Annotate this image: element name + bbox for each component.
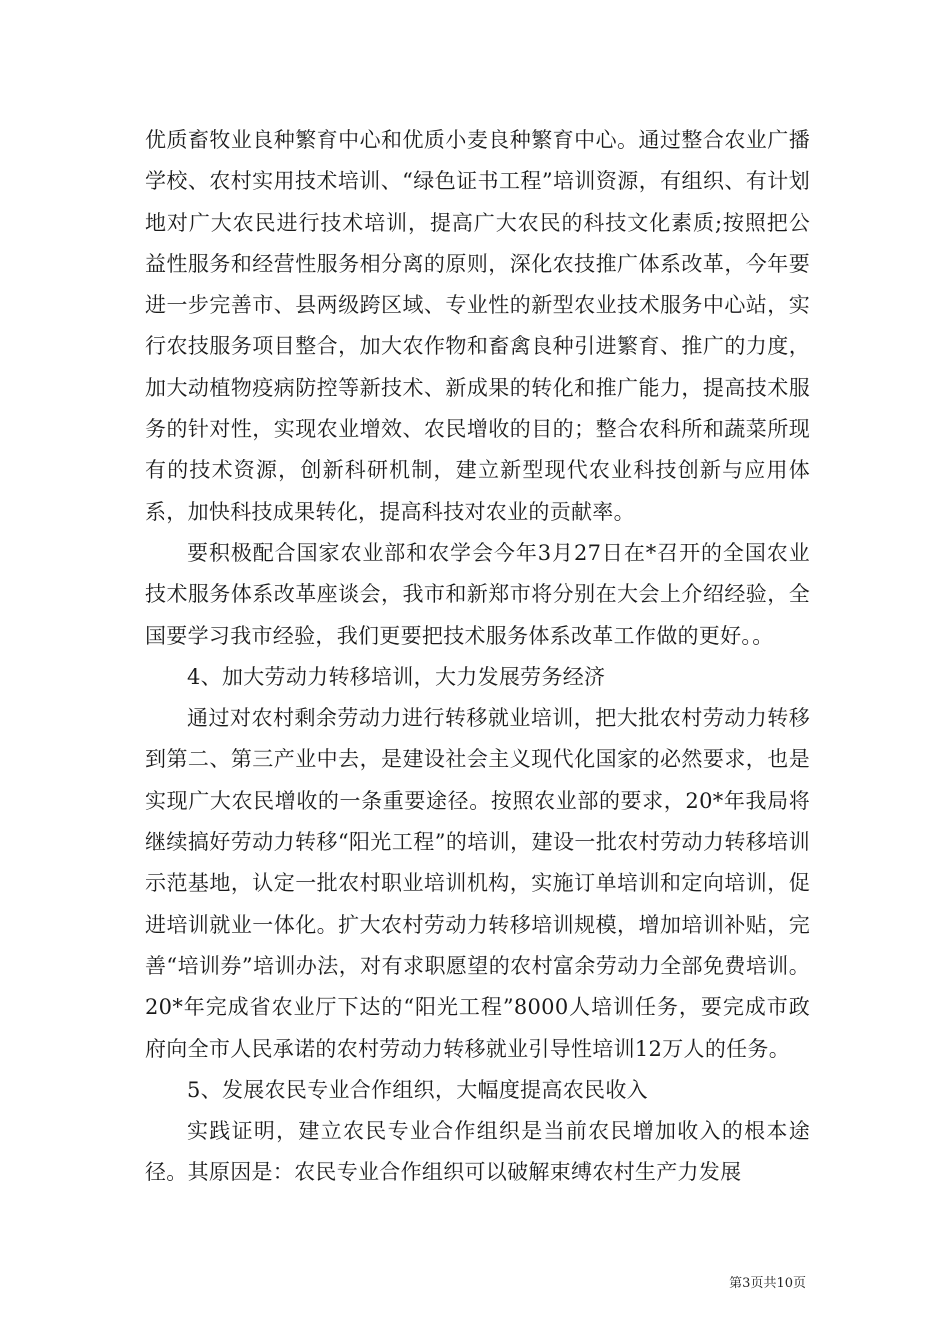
paragraph-labor-transfer: 通过对农村剩余劳动力进行转移就业培训，把大批农村劳动力转移到第二、第三产业中去，是建设社会主义现代化国家的必然要求，也是实现广大农民增收的一条重要途径。按照农业部的要求，20*年我局将继续搞好劳动力转移“阳光工程”的培训，建设一批农村劳动力转移培训示范基地，认定一批农村职业培训机构，实施订单培训和定向培训，促进培训就业一体化。扩大农村劳动力转移培训规模，增加培训补贴，完善“培训券”培训办法，对有求职愿望的农村富余劳动力全部免费培训。20*年完成省农业厅下达的“阳光工程”8000人培训任务，要完成市政府向全市人民承诺的农村劳动力转移就业引导性培训12万人的任务。 — [145, 706, 810, 1061]
document-body — [145, 120, 810, 1194]
section-heading-4: 4、加大劳动力转移培训，大力发展劳务经济 — [187, 664, 606, 689]
paragraph-cooperatives: 实践证明，建立农民专业合作组织是当前农民增加收入的根本途径。其原因是：农民专业合作组织可以破解束缚农村生产力发展 — [145, 1119, 810, 1185]
section-heading-5: 5、发展农民专业合作组织，大幅度提高农民收入 — [187, 1077, 648, 1102]
paragraph-symposium: 要积极配合国家农业部和农学会今年3月27日在*召开的全国农业技术服务体系改革座谈会，我市和新郑市将分别在大会上介绍经验，全国要学习我市经验，我们更要把技术服务体系改革工作做的更好。。 — [145, 540, 810, 648]
page-number-footer: 第3页共10页 — [729, 1276, 806, 1291]
paragraph-seed-training: 优质畜牧业良种繁育中心和优质小麦良种繁育中心。通过整合农业广播学校、农村实用技术培训、“绿色证书工程”培训资源，有组织、有计划地对广大农民进行技术培训，提高广大农民的科技文化素质;按照把公益性服务和经营性服务相分离的原则，深化农技推广体系改革，今年要进一步完善市、县两级跨区域、专业性的新型农业技术服务中心站，实行农技服务项目整合，加大农作物和畜禽良种引进繁育、推广的力度，加大动植物疫病防控等新技术、新成果的转化和推广能力，提高技术服务的针对性，实现农业增效、农民增收的目的；整合农科所和蔬菜所现有的技术资源，创新科研机制，建立新型现代农业科技创新与应用体系，加快科技成果转化，提高科技对农业的贡献率。 — [145, 128, 810, 524]
